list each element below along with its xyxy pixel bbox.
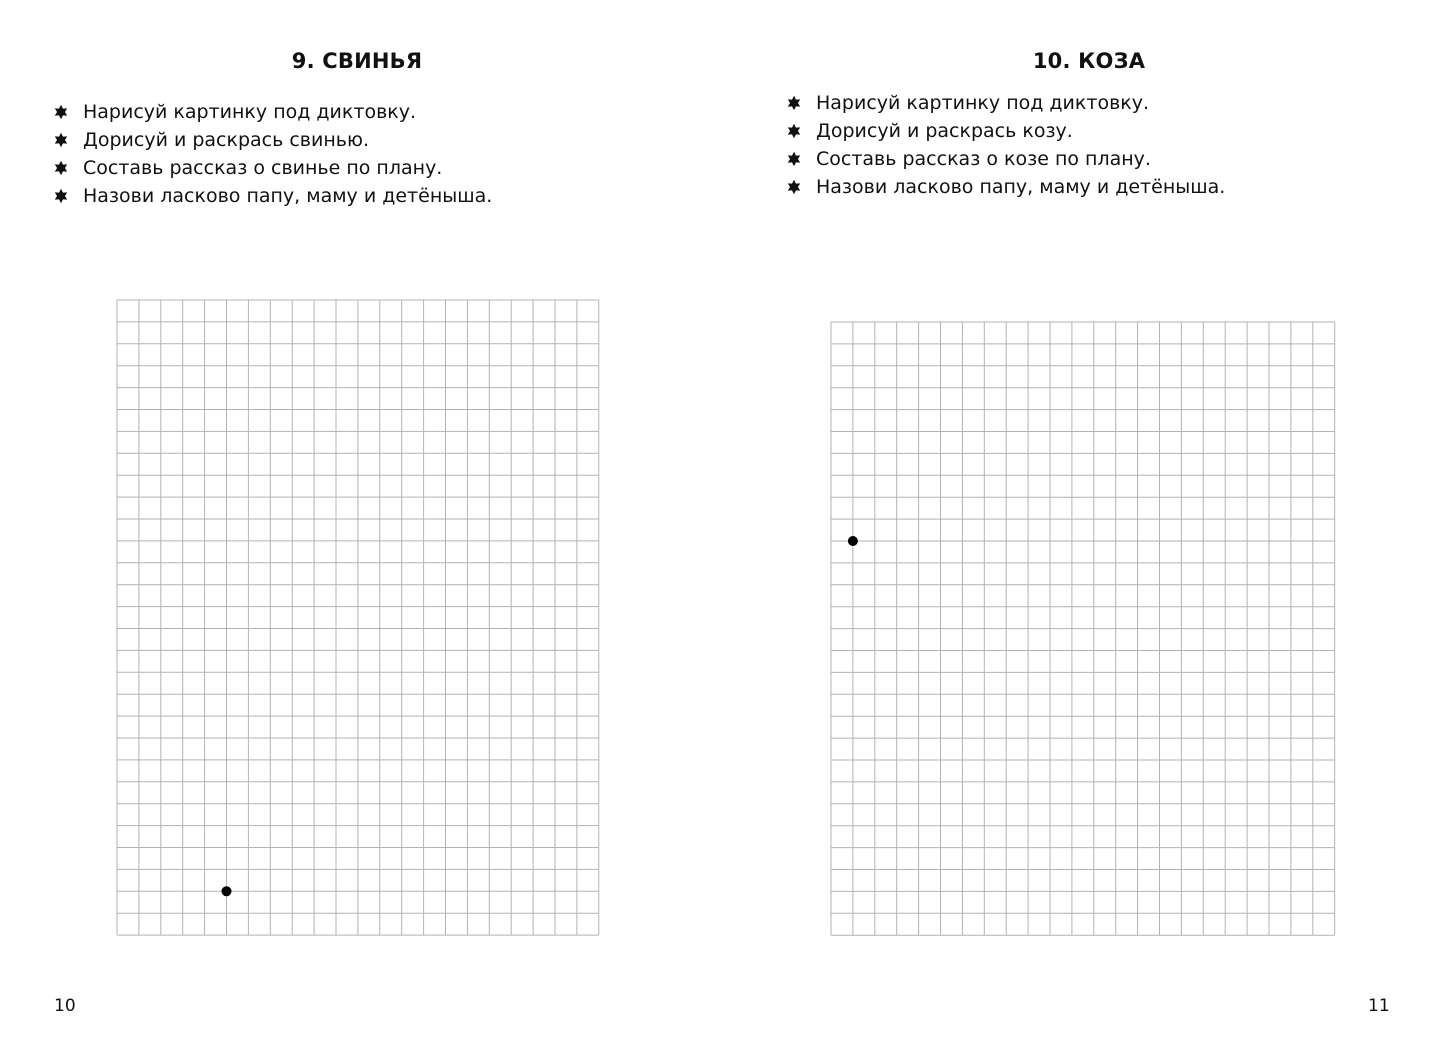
list-item: [52, 154, 492, 182]
list-item: [52, 126, 492, 154]
task-text: Составь рассказ о свинье по плану.: [83, 157, 443, 179]
task-text: Назови ласково папу, маму и детёныша.: [83, 185, 493, 207]
star-bullet-icon: [785, 122, 803, 140]
star-bullet-icon: [785, 178, 803, 196]
list-item: [785, 145, 1225, 173]
star-bullet-icon: [52, 187, 70, 205]
list-item: [52, 182, 492, 210]
drawing-grid[interactable]: [116, 299, 600, 937]
star-bullet-icon: [785, 150, 803, 168]
right-page: [722, 0, 1444, 1051]
start-dot: [848, 536, 858, 546]
star-bullet-icon: [52, 131, 70, 149]
task-text: Нарисуй картинку под диктовку.: [83, 101, 417, 123]
star-bullet-icon: [52, 103, 70, 121]
task-text: Назови ласково папу, маму и детёныша.: [816, 176, 1226, 198]
page-number: 11: [1368, 996, 1390, 1016]
task-text: Дорисуй и раскрась свинью.: [83, 129, 370, 151]
star-bullet-icon: [785, 94, 803, 112]
drawing-grid[interactable]: [830, 321, 1336, 937]
list-item: [785, 117, 1225, 145]
task-text: Дорисуй и раскрась козу.: [816, 120, 1073, 142]
list-item: [52, 98, 492, 126]
star-bullet-icon: [52, 159, 70, 177]
start-dot: [222, 886, 232, 896]
task-list: [52, 98, 492, 210]
page-title: 10. КОЗА: [1032, 49, 1146, 73]
page-title: 9. СВИНЬЯ: [291, 49, 423, 73]
list-item: [785, 173, 1225, 201]
task-text: Составь рассказ о козе по плану.: [816, 148, 1151, 170]
left-page: [0, 0, 722, 1051]
task-text: Нарисуй картинку под диктовку.: [816, 92, 1150, 114]
task-list: [785, 89, 1225, 201]
list-item: [785, 89, 1225, 117]
page-number: 10: [54, 996, 76, 1016]
